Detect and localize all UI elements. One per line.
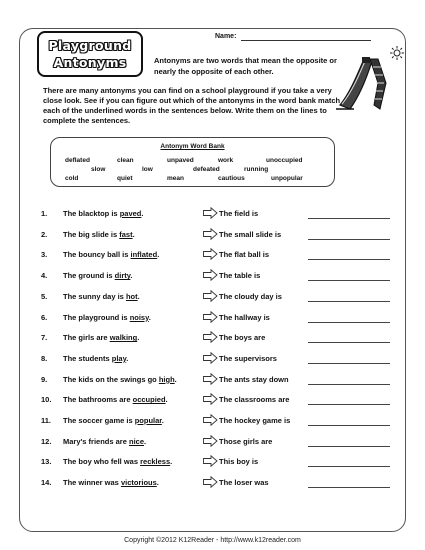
title-line-2: Antonyms [53,55,127,70]
arrow-right-icon [203,393,218,405]
item-number: 13. [41,457,52,467]
word-bank-word: unoccupied [266,157,303,164]
item-number: 8. [41,353,48,363]
item-number: 4. [41,271,48,281]
item-number: 14. [41,478,52,488]
sentence-end: . [156,478,159,488]
item-number: 9. [41,374,48,384]
word-bank-word: defeated [193,166,220,173]
underlined-word: nice [128,436,144,446]
word-bank-word: deflated [65,157,90,164]
sentence-text: The soccer game is [63,416,135,425]
underlined-word: noisy [129,312,149,322]
word-bank-word: slow [91,166,106,173]
response-text: Those girls are [219,436,273,446]
title-line-1: Playground [48,38,132,53]
response-text: The cloudy day is [219,291,282,301]
sentence-row [0,476,425,492]
sentence-row [0,414,425,430]
sentence-text: The sunny day is [63,291,126,301]
underlined-word: victorious [120,478,157,488]
sentence [63,457,172,466]
sentence-row [0,455,425,471]
answer-line[interactable] [308,342,390,343]
word-bank-word: work [218,157,234,164]
name-label: Name: [215,33,237,40]
item-number: 7. [41,333,48,343]
answer-line[interactable] [308,446,390,447]
word-bank-word: clean [117,157,134,164]
word-bank-word: low [142,166,153,173]
sentence-end: . [148,312,151,322]
answer-line[interactable] [308,384,390,385]
instructions: There are many antonyms you can find on a school playground if you take a very close look. See if you can figure out which of the antonyms in the word bank match each of the underlined words in the sentences below. Write them on the lines to complete the sentences. [43,86,341,125]
arrow-right-icon [203,269,218,281]
antonym-definition: Antonyms are two words that mean the opposite or nearly the opposite of each other. [154,56,337,76]
underlined-word: hot [125,291,138,301]
item-number: 6. [41,312,48,322]
sentence-row [0,352,425,368]
underlined-word: dirty [114,271,131,281]
response-text: The ants stay down [219,374,289,384]
underlined-word: fast [119,229,133,239]
sentence [63,375,177,384]
sentence-row [0,228,425,244]
underlined-word: play [111,353,127,363]
name-field[interactable] [241,40,371,41]
underlined-word: paved [119,209,142,218]
answer-line[interactable] [308,487,390,488]
sentence-text: The bathrooms are [63,395,133,405]
response-text: The boys are [219,333,266,343]
answer-line[interactable] [308,280,390,281]
sentence-text: The ground is [63,271,115,281]
word-bank [50,137,335,187]
sentence-text: Mary's friends are [63,436,129,446]
sentence-text: The blacktop is [63,209,120,218]
item-number: 2. [41,229,48,239]
sentence-end: . [174,374,177,384]
word-bank-word: unpopular [271,175,303,182]
sentence-end: . [126,353,129,363]
arrow-right-icon [203,311,218,323]
answer-line[interactable] [308,425,390,426]
sentence [63,250,159,259]
answer-line[interactable] [308,363,390,364]
sentence-text: The playground is [63,312,130,322]
sentence-text: The boy who fell was [63,457,141,467]
sentence [63,416,164,425]
sentence-end: . [161,416,164,425]
response-text: The hallway is [219,312,270,322]
arrow-right-icon [203,455,218,467]
sentence [63,271,132,280]
answer-line[interactable] [308,239,390,240]
sentence [63,313,151,322]
item-number: 12. [41,436,52,446]
item-number: 5. [41,291,48,301]
answer-line[interactable] [308,404,390,405]
sentence-row [0,331,425,347]
sentence-text: The students [63,353,112,363]
word-bank-title: Antonym Word Bank [160,143,225,150]
response-text: The hockey game is [219,416,291,425]
underlined-word: popular [134,416,162,425]
item-number: 1. [41,209,48,218]
response-text: The loser was [219,478,269,488]
response-text: The small slide is [219,229,282,239]
sentence-end: . [137,291,140,301]
sentence-row [0,269,425,285]
sentence-end: . [141,209,144,218]
response-text: The supervisors [219,353,277,363]
sentence-row [0,311,425,327]
arrow-right-icon [203,352,218,364]
response-text: The flat ball is [219,250,270,260]
sentence-text: The girls are [63,333,110,343]
arrow-right-icon [203,414,218,426]
sentence-text: The winner was [63,478,121,488]
sentence-end: . [144,436,147,446]
arrow-right-icon [203,228,218,240]
arrow-right-icon [203,331,218,343]
answer-line[interactable] [308,322,390,323]
sentence-row [0,207,425,223]
sentence-text: The bouncy ball is [63,250,131,260]
sentence-text: The kids on the swings go [63,374,159,384]
sentence [63,354,128,363]
sentence-row [0,290,425,306]
sentence [63,209,143,218]
arrow-right-icon [203,248,218,260]
answer-line[interactable] [308,218,390,219]
word-bank-word: cold [65,175,79,182]
response-text: The table is [219,271,261,281]
answer-line[interactable] [308,301,390,302]
word-bank-word: cautious [218,175,245,182]
arrow-right-icon [203,476,218,488]
word-bank-word: mean [167,175,184,182]
arrow-right-icon [203,435,218,447]
arrow-right-icon [203,290,218,302]
sentence [63,292,140,301]
sentence [63,437,146,446]
item-number: 10. [41,395,52,405]
sentence-row [0,393,425,409]
sentence-row [0,248,425,264]
item-number: 11. [41,416,52,425]
sentence-end: . [132,229,135,239]
response-text: The classrooms are [219,395,290,405]
worksheet-title [37,31,143,77]
answer-line[interactable] [308,466,390,467]
response-text: This boy is [219,457,259,467]
sentence [63,478,159,487]
sentence [63,333,139,342]
sentence-row [0,435,425,451]
sentence-end: . [137,333,140,343]
item-number: 3. [41,250,48,260]
arrow-right-icon [203,207,218,219]
copyright-footer: Copyright ©2012 K12Reader - http://www.k12reader.com [124,537,301,544]
underlined-word: inflated [130,250,158,260]
sentence-end: . [170,457,173,467]
arrow-right-icon [203,373,218,385]
answer-line[interactable] [308,259,390,260]
underlined-word: reckless [140,457,171,467]
sentence-text: The big slide is [63,229,120,239]
word-bank-word: unpaved [167,157,194,164]
underlined-word: occupied [132,395,166,405]
underlined-word: walking [109,333,138,343]
word-bank-word: quiet [117,175,133,182]
response-text: The field is [219,209,259,218]
sentence-end: . [130,271,133,281]
sentence-end: . [157,250,160,260]
underlined-word: high [158,374,175,384]
sentence [63,230,135,239]
word-bank-word: running [244,166,269,173]
sentence [63,395,168,404]
sentence-end: . [165,395,168,405]
sentence-row [0,373,425,389]
